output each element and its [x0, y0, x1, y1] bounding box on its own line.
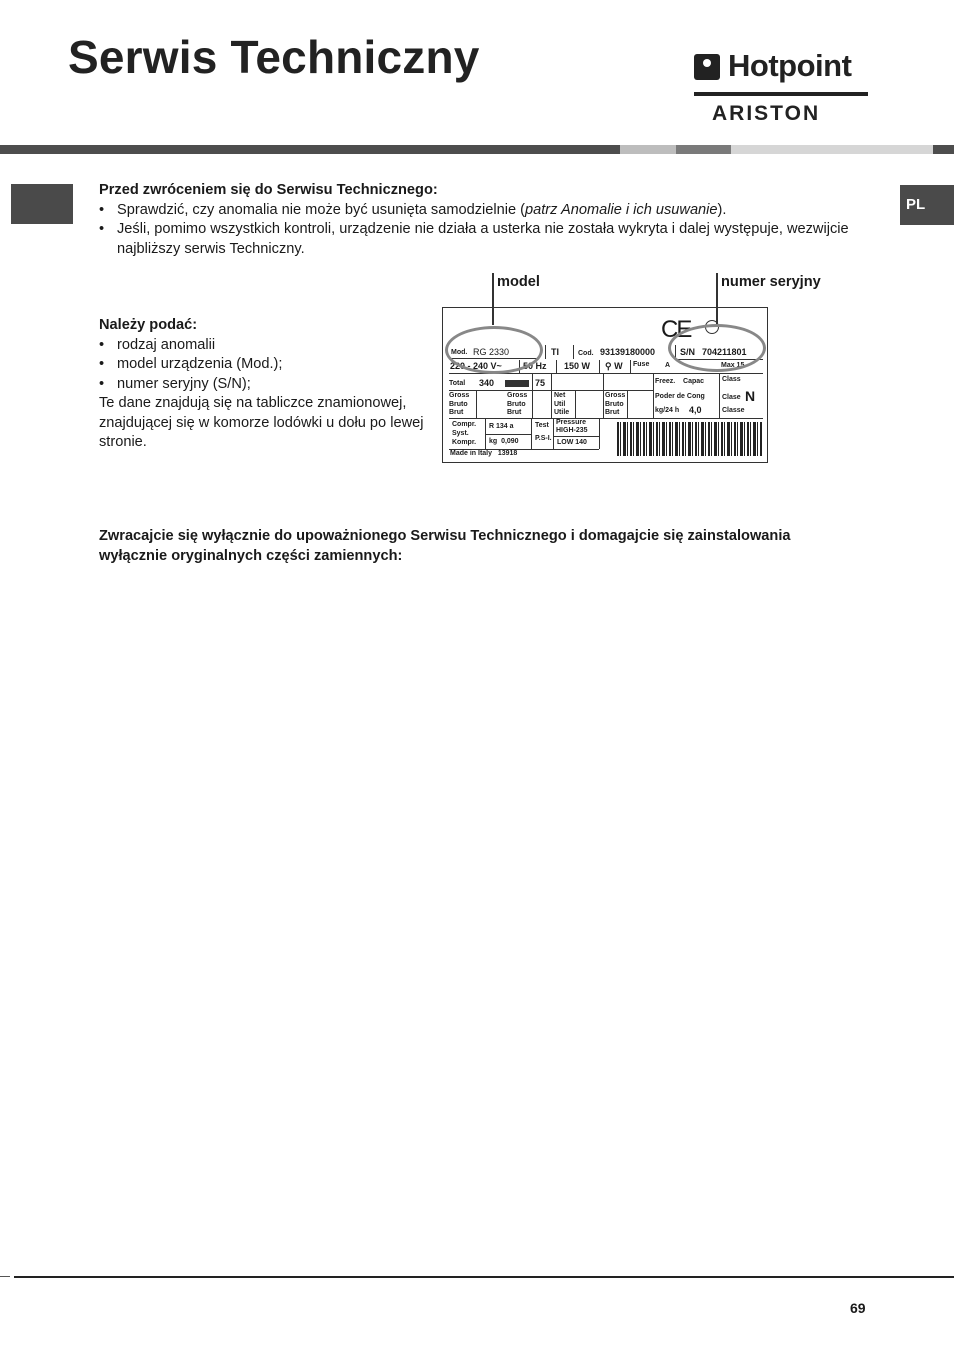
required-info-section [99, 316, 434, 453]
section-marker [11, 184, 73, 224]
plate-max: Max 15 [721, 362, 745, 369]
plate-fuse: Fuse [633, 361, 650, 368]
plate-freq: 50 Hz [523, 361, 547, 371]
plate-power: 150 W [564, 361, 591, 371]
plate-cod-label: Cod. [578, 350, 594, 357]
page-number: 69 [850, 1300, 866, 1316]
plate-serial-value: 704211801 [702, 347, 747, 357]
plate-cod-value: 93139180000 [600, 347, 656, 357]
plate-total-value: 340 [479, 378, 495, 388]
list-item: • Jeśli, pomimo wszystkich kontroli, urządzenie nie działa a usterka nie została wykryta i dalej występuje, wezwijcie najbliższy serwis Techniczny. [99, 220, 859, 259]
brand-subname: ARISTON [712, 102, 821, 125]
serial-highlight-oval [668, 324, 766, 372]
plate-model-value: RG 2330 [473, 347, 510, 357]
logo-rule [694, 92, 868, 96]
header-bar [0, 145, 954, 154]
plate-classe: Classe [722, 407, 745, 414]
plate-sn-label: S/N [680, 347, 696, 357]
list-item: • Sprawdzić, czy anomalia nie może być usunięta samodzielnie (patrz Anomalie i ich usuwanie). [99, 201, 859, 221]
rating-plate: CE Mod. RG 2330 TI Cod. 93139180000 S/N 704211801 220 - 240 V~ 50 Hz 150 W ⚲ W Fuse A Max 15 Total 340 75 Freez. Capac Class Gross Bruto Brut Gross Bruto Brut Net Util Utile Gross Bruto Brut Poder de Cong kg/24 h 4,0 Clase N Classe Compr. Syst. Kompr. R 134 a kg 0,090 Test P.S-I. Pressure HIGH-235 LOW 140 Made in Italy 13918 [442, 307, 768, 463]
plate-location-note: Te dane znajdują się na tabliczce znamionowej, znajdującej się w komorze lodówki u dołu po lewej stronie. [99, 395, 424, 450]
callout-serial: numer seryjny [721, 274, 821, 290]
authorized-service-note: Zwracajcie się wyłącznie do upoważnionego Serwisu Technicznego i domagajcie się zainstalowania wyłącznie oryginalnych części zamiennych: [99, 528, 791, 564]
ce-mark: CE [661, 316, 691, 343]
plate-class: Class [722, 376, 741, 383]
model-highlight-oval [445, 326, 543, 374]
plate-test: Test [535, 422, 549, 429]
list-item: • rodzaj anomalii [99, 336, 434, 356]
list-item: • numer seryjny (S/N); [99, 375, 434, 395]
before-contact-section [99, 181, 859, 259]
plate-refrig: R 134 a [489, 423, 514, 430]
plate-class-value: N [745, 388, 756, 404]
plate-star-icon [505, 380, 529, 387]
callout-model: model [497, 274, 540, 290]
plate-mod-label: Mod. [451, 349, 468, 356]
footer-tick [0, 1276, 10, 1277]
plate-kg24-value: 4,0 [689, 405, 702, 415]
plate-voltage: 220 - 240 V~ [450, 361, 502, 371]
plate-kg24: kg/24 h [655, 407, 680, 414]
section-heading: Należy podać: [99, 317, 198, 333]
barcode [617, 422, 763, 456]
language-tab: PL [900, 185, 954, 225]
plate-poder: Poder de Cong [655, 393, 705, 400]
plate-total-b: 75 [535, 378, 546, 388]
plate-clase: Clase [722, 394, 741, 401]
brand-name: Hotpoint [728, 48, 852, 83]
plate-ti: TI [551, 347, 559, 357]
plate-low: LOW 140 [557, 439, 587, 446]
plate-psi: P.S-I. [535, 435, 552, 442]
footer-rule [14, 1276, 954, 1278]
section-heading: Przed zwróceniem się do Serwisu Technicznego: [99, 182, 438, 198]
brand-mark-icon [694, 54, 720, 80]
list-item: • model urządzenia (Mod.); [99, 355, 434, 375]
plate-total-label: Total [449, 380, 466, 387]
page-title: Serwis Techniczny [68, 31, 480, 83]
plate-amp: A [665, 362, 671, 369]
brand-logo [694, 50, 870, 126]
